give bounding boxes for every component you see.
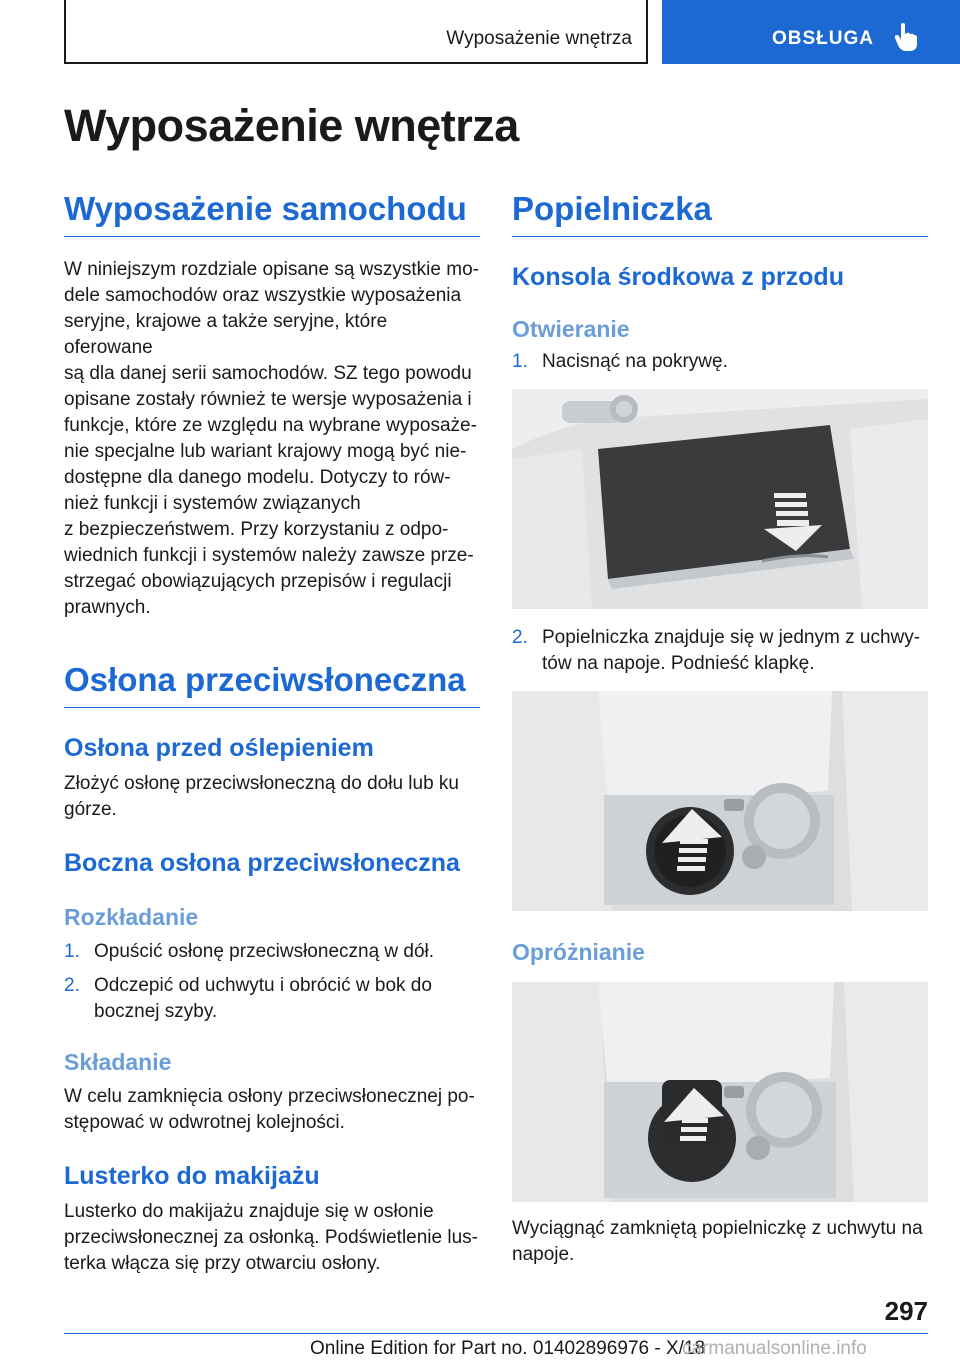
right-column <box>512 190 928 1268</box>
text-line: funkcje, które ze względu na wybrane wyposaże- <box>64 415 477 436</box>
text-line: W celu zamknięcia osłony przeciwsłonecznej po- <box>64 1086 475 1107</box>
glare-shield-text <box>64 771 480 823</box>
list-item <box>64 939 480 965</box>
text-line: stępować w odwrotnej kolejności. <box>64 1112 345 1133</box>
text-line: są dla danej serii samochodów. SZ tego powodu <box>64 363 472 384</box>
folding-text <box>64 1084 480 1136</box>
ashtray-cover-illustration <box>512 389 928 609</box>
subsection-title-side-sun-visor: Boczna osłona przeciwsłoneczna <box>64 849 460 877</box>
heading-unfolding: Rozkładanie <box>64 904 199 930</box>
text-line: dostępne dla danego modelu. Dotyczy to rów- <box>64 467 451 488</box>
step-text: Nacisnąć na pokrywę. <box>542 351 728 372</box>
section-title-vehicle-equipment: Wyposażenie samochodu <box>64 190 480 237</box>
emptying-text <box>512 1216 928 1268</box>
step-number: 2. <box>512 627 528 648</box>
vehicle-equipment-text <box>64 257 480 621</box>
text-line: prawnych. <box>64 597 151 618</box>
watermark: carmanualsonline.info <box>682 1338 867 1359</box>
step-number: 1. <box>64 941 80 962</box>
page-number: 297 <box>884 1296 928 1326</box>
text-line: górze. <box>64 799 117 820</box>
subsection-title-glare-shield: Osłona przed oślepieniem <box>64 734 374 762</box>
ashtray-flap-illustration <box>512 691 928 911</box>
text-line: Wyciągnąć zamkniętą popielniczkę z uchwytu na <box>512 1218 923 1239</box>
text-line: Lusterko do makijażu znajduje się w osłonie <box>64 1201 434 1222</box>
text-line: przeciwsłonecznej za osłonką. Podświetlenie lus- <box>64 1227 478 1248</box>
vanity-mirror-text <box>64 1199 480 1277</box>
text-line: nie specjalne lub wariant krajowy mogą być nie- <box>64 441 467 462</box>
step-text: tów na napoje. Podnieść klapkę. <box>542 653 815 674</box>
text-line: wiednich funkcji i systemów należy zawsze prze- <box>64 545 474 566</box>
step-text: Popielniczka znajduje się w jednym z uchwy- <box>542 627 921 648</box>
header-section-box <box>64 0 648 64</box>
heading-folding: Składanie <box>64 1049 172 1075</box>
list-item <box>512 625 928 677</box>
text-line: z bezpieczeństwem. Przy korzystaniu z odpo- <box>64 519 449 540</box>
header-chapter-tab[interactable] <box>662 0 960 64</box>
text-line: opisane zostały również te wersje wyposażenia i <box>64 389 472 410</box>
text-line: dele samochodów oraz wszystkie wyposażenia <box>64 285 462 306</box>
ashtray-removal-illustration <box>512 982 928 1202</box>
subsection-title-vanity-mirror: Lusterko do makijażu <box>64 1162 320 1190</box>
step-text: Odczepić od uchwytu i obrócić w bok do <box>94 975 432 996</box>
left-column <box>64 190 480 1277</box>
hand-pointer-icon <box>894 22 918 52</box>
footer-divider <box>64 1333 928 1334</box>
text-line: W niniejszym rozdziale opisane są wszystkie mo- <box>64 259 479 280</box>
edition-text: Online Edition for Part no. 01402896976 - X/18 <box>310 1338 706 1359</box>
header-section-title: Wyposażenie wnętrza <box>446 28 632 49</box>
step-number: 1. <box>512 351 528 372</box>
page-title: Wyposażenie wnętrza <box>64 100 519 151</box>
unfolding-steps <box>64 939 480 1025</box>
heading-emptying: Opróżnianie <box>512 939 645 965</box>
text-line: nież funkcji i systemów związanych <box>64 493 361 514</box>
text-line: napoje. <box>512 1244 575 1265</box>
text-line: seryjne, krajowe a także seryjne, które oferowane <box>64 311 388 358</box>
text-line: strzegać obowiązujących przepisów i regulacji <box>64 571 452 592</box>
subsection-title-front-console: Konsola środkowa z przodu <box>512 263 844 291</box>
step-text: Opuścić osłonę przeciwsłoneczną w dół. <box>94 941 435 962</box>
step-number: 2. <box>64 975 80 996</box>
section-title-ashtray: Popielniczka <box>512 190 928 237</box>
text-line: Złożyć osłonę przeciwsłoneczną do dołu lub ku <box>64 773 459 794</box>
list-item <box>64 973 480 1025</box>
text-line: terka włącza się przy otwarciu osłony. <box>64 1253 381 1274</box>
step-text: bocznej szyby. <box>94 1001 218 1022</box>
heading-opening: Otwieranie <box>512 316 630 342</box>
list-item <box>512 349 928 375</box>
section-title-sun-visor: Osłona przeciwsłoneczna <box>64 661 480 708</box>
header-tab-label: OBSŁUGA <box>772 28 874 49</box>
